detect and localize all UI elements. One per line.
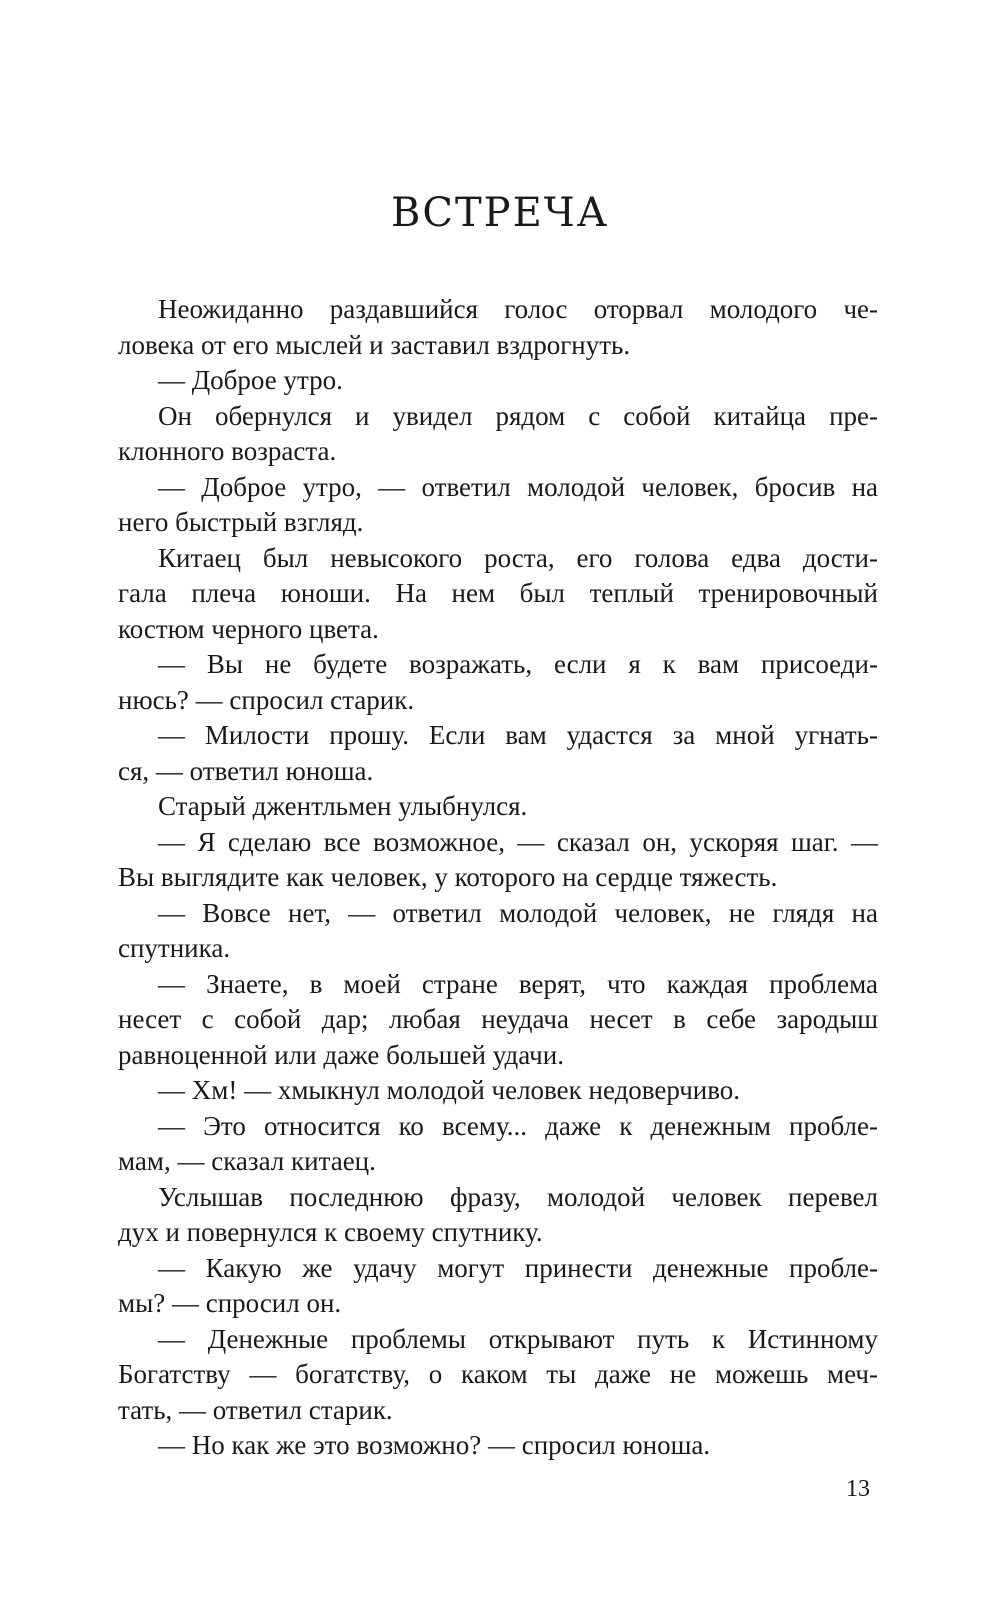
text-line: нюсь? — спросил старик. xyxy=(118,684,415,715)
text-line: спутника. xyxy=(118,933,231,963)
text-line: несет с собой дар; любая неудача несет в себе зародыш xyxy=(118,1004,878,1034)
text-line: — Я сделаю все возможное, — сказал он, ускоряя шаг. — xyxy=(158,826,878,857)
text-line: дух и повернулся к своему спутнику. xyxy=(118,1217,543,1247)
text-line: — Милости прошу. Если вам удастся за мной угнать- xyxy=(158,720,878,750)
text-line: — Но как же это возможно? — спросил юноша. xyxy=(158,1430,711,1460)
text-line: Он обернулся и увидел рядом с собой китайца пре- xyxy=(158,400,878,431)
paragraph xyxy=(118,1428,878,1464)
text-line: — Доброе утро. xyxy=(158,365,343,395)
paragraph xyxy=(118,1109,878,1180)
text-line: Китаец был невысокого роста, его голова едва дости- xyxy=(158,542,878,573)
text-line: Богатству — богатству, о каком ты даже не можешь меч- xyxy=(118,1359,878,1389)
text-line: Неожиданно раздавшийся голос оторвал молодого че- xyxy=(158,294,878,324)
text-line: — Доброе утро, — ответил молодой человек, бросив на xyxy=(158,471,878,502)
paragraph xyxy=(118,1251,878,1322)
paragraph xyxy=(118,967,878,1074)
paragraph xyxy=(118,292,878,363)
paragraph xyxy=(118,647,878,718)
text-line: клонного возраста. xyxy=(118,436,337,466)
paragraph xyxy=(118,789,878,825)
text-line: ся, — ответил юноша. xyxy=(118,755,374,786)
paragraph xyxy=(118,470,878,541)
text-line: — Это относится ко всему... даже к денежным пробле- xyxy=(158,1110,878,1141)
paragraph xyxy=(118,896,878,967)
paragraph xyxy=(118,363,878,399)
paragraph xyxy=(118,825,878,896)
body-text xyxy=(118,292,878,1464)
text-line: мам, — сказал китаец. xyxy=(118,1146,376,1176)
paragraph xyxy=(118,1180,878,1251)
text-line: тать, — ответил старик. xyxy=(118,1394,393,1425)
text-line: — Денежные проблемы открывают путь к Истинному xyxy=(158,1323,878,1354)
paragraph xyxy=(118,1073,878,1109)
paragraph xyxy=(118,1322,878,1429)
text-line: мы? — спросил он. xyxy=(118,1288,342,1318)
text-line: — Знаете, в моей стране верят, что каждая проблема xyxy=(158,968,878,999)
text-line: — Вовсе нет, — ответил молодой человек, не глядя на xyxy=(158,897,878,928)
text-line: — Какую же удачу могут принести денежные пробле- xyxy=(158,1252,878,1283)
chapter-title: ВСТРЕЧА xyxy=(390,190,609,236)
paragraph xyxy=(118,541,878,648)
text-line: него быстрый взгляд. xyxy=(118,507,364,537)
text-line: гала плеча юноши. На нем был теплый тренировочный xyxy=(118,578,878,608)
text-line: равноценной или даже большей удачи. xyxy=(118,1039,564,1070)
paragraph xyxy=(118,718,878,789)
text-line: — Хм! — хмыкнул молодой человек недоверчиво. xyxy=(158,1075,741,1105)
text-line: — Вы не будете возражать, если я к вам присоеди- xyxy=(158,649,878,679)
page-number: 13 xyxy=(846,1476,870,1502)
paragraph xyxy=(118,399,878,470)
text-line: костюм черного цвета. xyxy=(118,613,379,644)
text-line: Услышав последнюю фразу, молодой человек перевел xyxy=(158,1181,878,1212)
text-line: Вы выглядите как человек, у которого на сердце тяжесть. xyxy=(118,862,778,892)
text-line: Старый джентльмен улыбнулся. xyxy=(158,791,528,821)
text-line: ловека от его мыслей и заставил вздрогнуть. xyxy=(118,329,631,360)
